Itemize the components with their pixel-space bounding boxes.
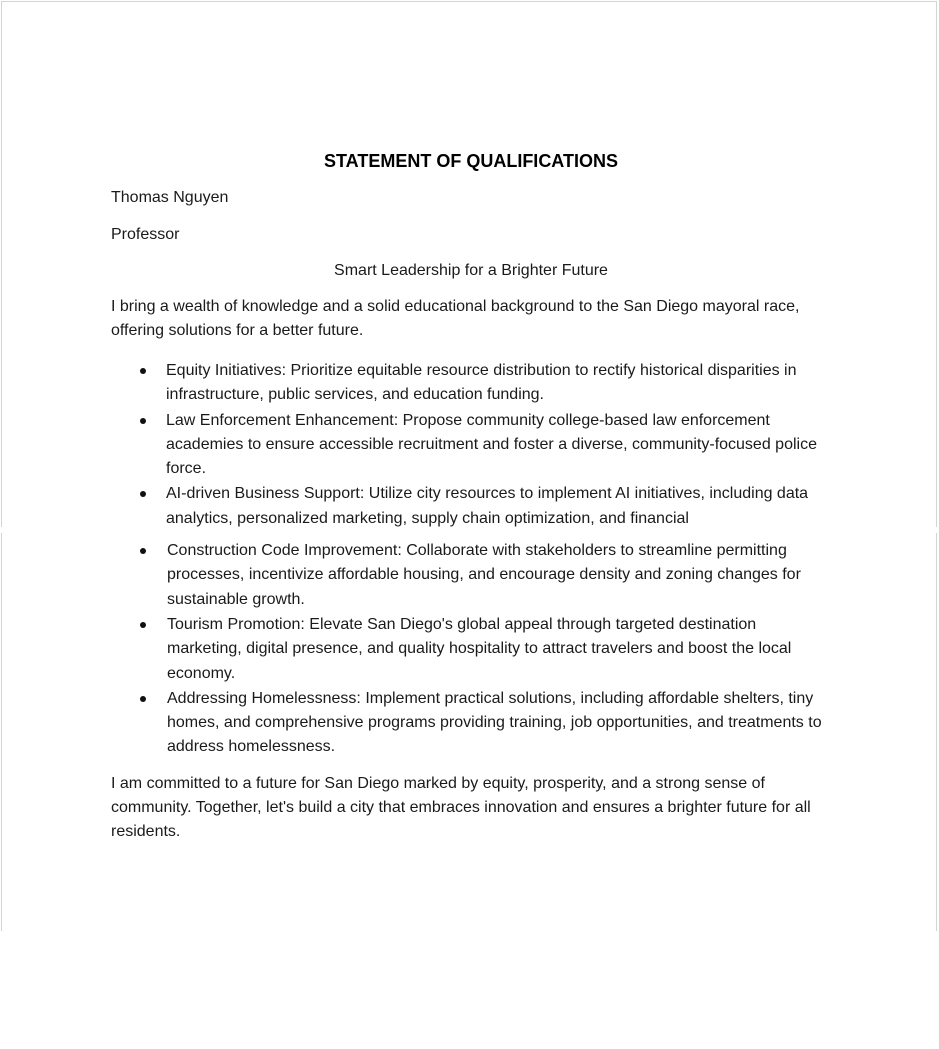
list-item [111,539,831,612]
bullet-icon [140,622,146,628]
intro-paragraph: I bring a wealth of knowledge and a solid educational background to the San Diego mayoral race, offering solutions for a better future. [111,298,800,339]
bullet-icon [140,491,146,497]
list-item [111,359,831,408]
list-item-text: Addressing Homelessness: Implement practical solutions, including affordable shelters, tiny homes, and comprehensive programs providing training, job opportunities, and treatments to address homelessness. [167,689,822,756]
qualifications-list [111,359,831,760]
closing-paragraph: I am committed to a future for San Diego marked by equity, prosperity, and a strong sense of community. Together, let's build a city that embraces innovation and ensures a brighter future for all residents. [111,774,811,841]
bullet-icon [140,368,146,374]
list-item [111,687,831,760]
campaign-slogan: Smart Leadership for a Brighter Future [334,262,608,279]
document-title: STATEMENT OF QUALIFICATIONS [324,151,618,171]
candidate-name: Thomas Nguyen [111,189,229,206]
bullet-icon [140,418,146,424]
list-item-text: Tourism Promotion: Elevate San Diego's global appeal through targeted destination marketing, digital presence, and quality hospitality to attract travelers and boost the local economy. [167,615,792,682]
list-item-text: Construction Code Improvement: Collaborate with stakeholders to streamline permitting processes, incentivize affordable housing, and encourage density and zoning changes for sustainable growth. [167,542,801,608]
list-item-text: Law Enforcement Enhancement: Propose community college-based law enforcement academies to ensure accessible recruitment and foster a diverse, community-focused police force. [166,411,817,478]
document-body [111,148,831,861]
list-item [111,409,831,482]
bullet-icon [140,548,146,554]
list-item [111,482,831,531]
list-item [111,613,831,686]
bullet-icon [140,696,146,702]
candidate-occupation: Professor [111,226,180,243]
list-item-text: AI-driven Business Support: Utilize city resources to implement AI initiatives, including data analytics, personalized marketing, supply chain optimization, and financial [166,485,809,527]
list-item-text: Equity Initiatives: Prioritize equitable resource distribution to rectify historical disparities in infrastructure, public services, and education funding. [166,362,797,404]
